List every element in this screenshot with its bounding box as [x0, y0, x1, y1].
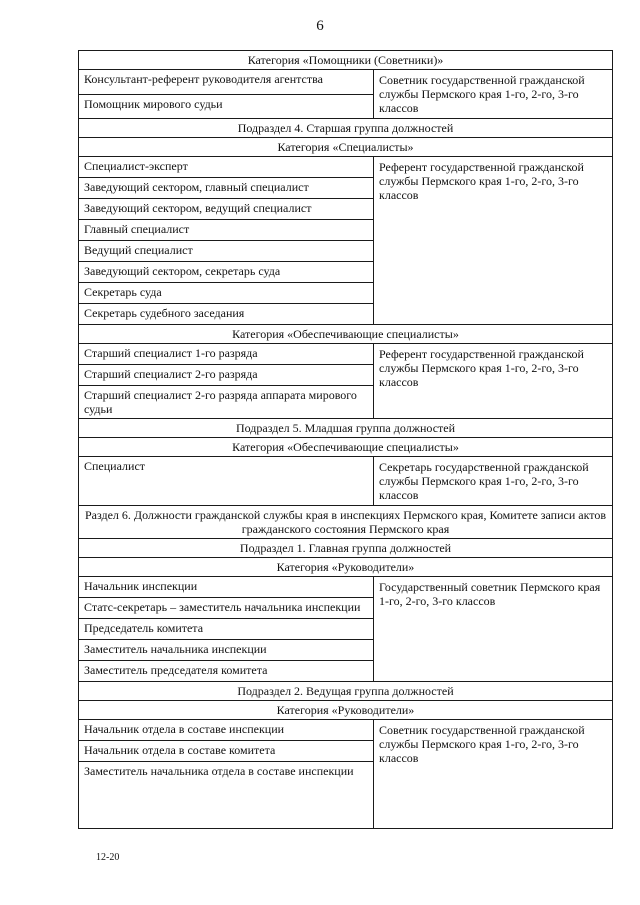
table-row [79, 325, 613, 344]
table-row [79, 558, 613, 577]
position-title: Секретарь суда [79, 283, 374, 304]
table-row [79, 70, 613, 95]
class-rank: Секретарь государственной гражданской службы Пермского края 1-го, 2-го, 3-го классов [374, 457, 613, 506]
section-heading: Подраздел 5. Младшая группа должностей [79, 419, 613, 438]
section-heading: Подраздел 2. Ведущая группа должностей [79, 682, 613, 701]
table-row [79, 119, 613, 138]
table-row [79, 720, 613, 741]
section-heading: Категория «Обеспечивающие специалисты» [79, 438, 613, 457]
class-rank: Советник государственной гражданской службы Пермского края 1-го, 2-го, 3-го классов [374, 720, 613, 829]
position-title: Начальник инспекции [79, 577, 374, 598]
grade-table [78, 50, 613, 829]
position-title: Секретарь судебного заседания [79, 304, 374, 325]
section-heading: Категория «Специалисты» [79, 138, 613, 157]
class-rank: Советник государственной гражданской службы Пермского края 1-го, 2-го, 3-го классов [374, 70, 613, 119]
table-row [79, 419, 613, 438]
position-title: Главный специалист [79, 220, 374, 241]
class-rank: Референт государственной гражданской службы Пермского края 1-го, 2-го, 3-го классов [374, 157, 613, 325]
position-title: Заведующий сектором, секретарь суда [79, 262, 374, 283]
position-title: Старший специалист 2-го разряда [79, 365, 374, 386]
section-heading: Подраздел 1. Главная группа должностей [79, 539, 613, 558]
position-title: Начальник отдела в составе комитета [79, 741, 374, 762]
position-title: Старший специалист 2-го разряда аппарата мирового судьи [79, 386, 374, 419]
position-title: Старший специалист 1-го разряда [79, 344, 374, 365]
table-row [79, 157, 613, 178]
table-row [79, 457, 613, 506]
position-title: Председатель комитета [79, 619, 374, 640]
position-title: Специалист [79, 457, 374, 506]
class-rank: Государственный советник Пермского края 1-го, 2-го, 3-го классов [374, 577, 613, 682]
position-title: Заведующий сектором, ведущий специалист [79, 199, 374, 220]
class-rank: Референт государственной гражданской службы Пермского края 1-го, 2-го, 3-го классов [374, 344, 613, 419]
table-row [79, 138, 613, 157]
position-title: Начальник отдела в составе инспекции [79, 720, 374, 741]
position-title: Статс-секретарь – заместитель начальника инспекции [79, 598, 374, 619]
table-row [79, 51, 613, 70]
section-heading: Категория «Обеспечивающие специалисты» [79, 325, 613, 344]
table-row [79, 506, 613, 539]
position-title: Заместитель председателя комитета [79, 661, 374, 682]
position-title: Ведущий специалист [79, 241, 374, 262]
section-heading: Раздел 6. Должности гражданской службы края в инспекциях Пермского края, Комитете записи актов гражданского состояния Пермского края [79, 506, 613, 539]
table-row [79, 701, 613, 720]
section-heading: Категория «Руководители» [79, 558, 613, 577]
section-heading: Категория «Руководители» [79, 701, 613, 720]
position-title: Заместитель начальника отдела в составе инспекции [79, 762, 374, 829]
table-row [79, 344, 613, 365]
position-title: Заместитель начальника инспекции [79, 640, 374, 661]
position-title: Консультант-референт руководителя агентства [79, 70, 374, 95]
footer-code: 12-20 [96, 852, 120, 863]
table-row [79, 682, 613, 701]
position-title: Помощник мирового судьи [79, 94, 374, 119]
table-row [79, 438, 613, 457]
position-title: Заведующий сектором, главный специалист [79, 178, 374, 199]
table-row [79, 539, 613, 558]
section-heading: Категория «Помощники (Советники)» [79, 51, 613, 70]
section-heading: Подраздел 4. Старшая группа должностей [79, 119, 613, 138]
position-title: Специалист-эксперт [79, 157, 374, 178]
page-number: 6 [316, 18, 324, 34]
table-row [79, 577, 613, 598]
